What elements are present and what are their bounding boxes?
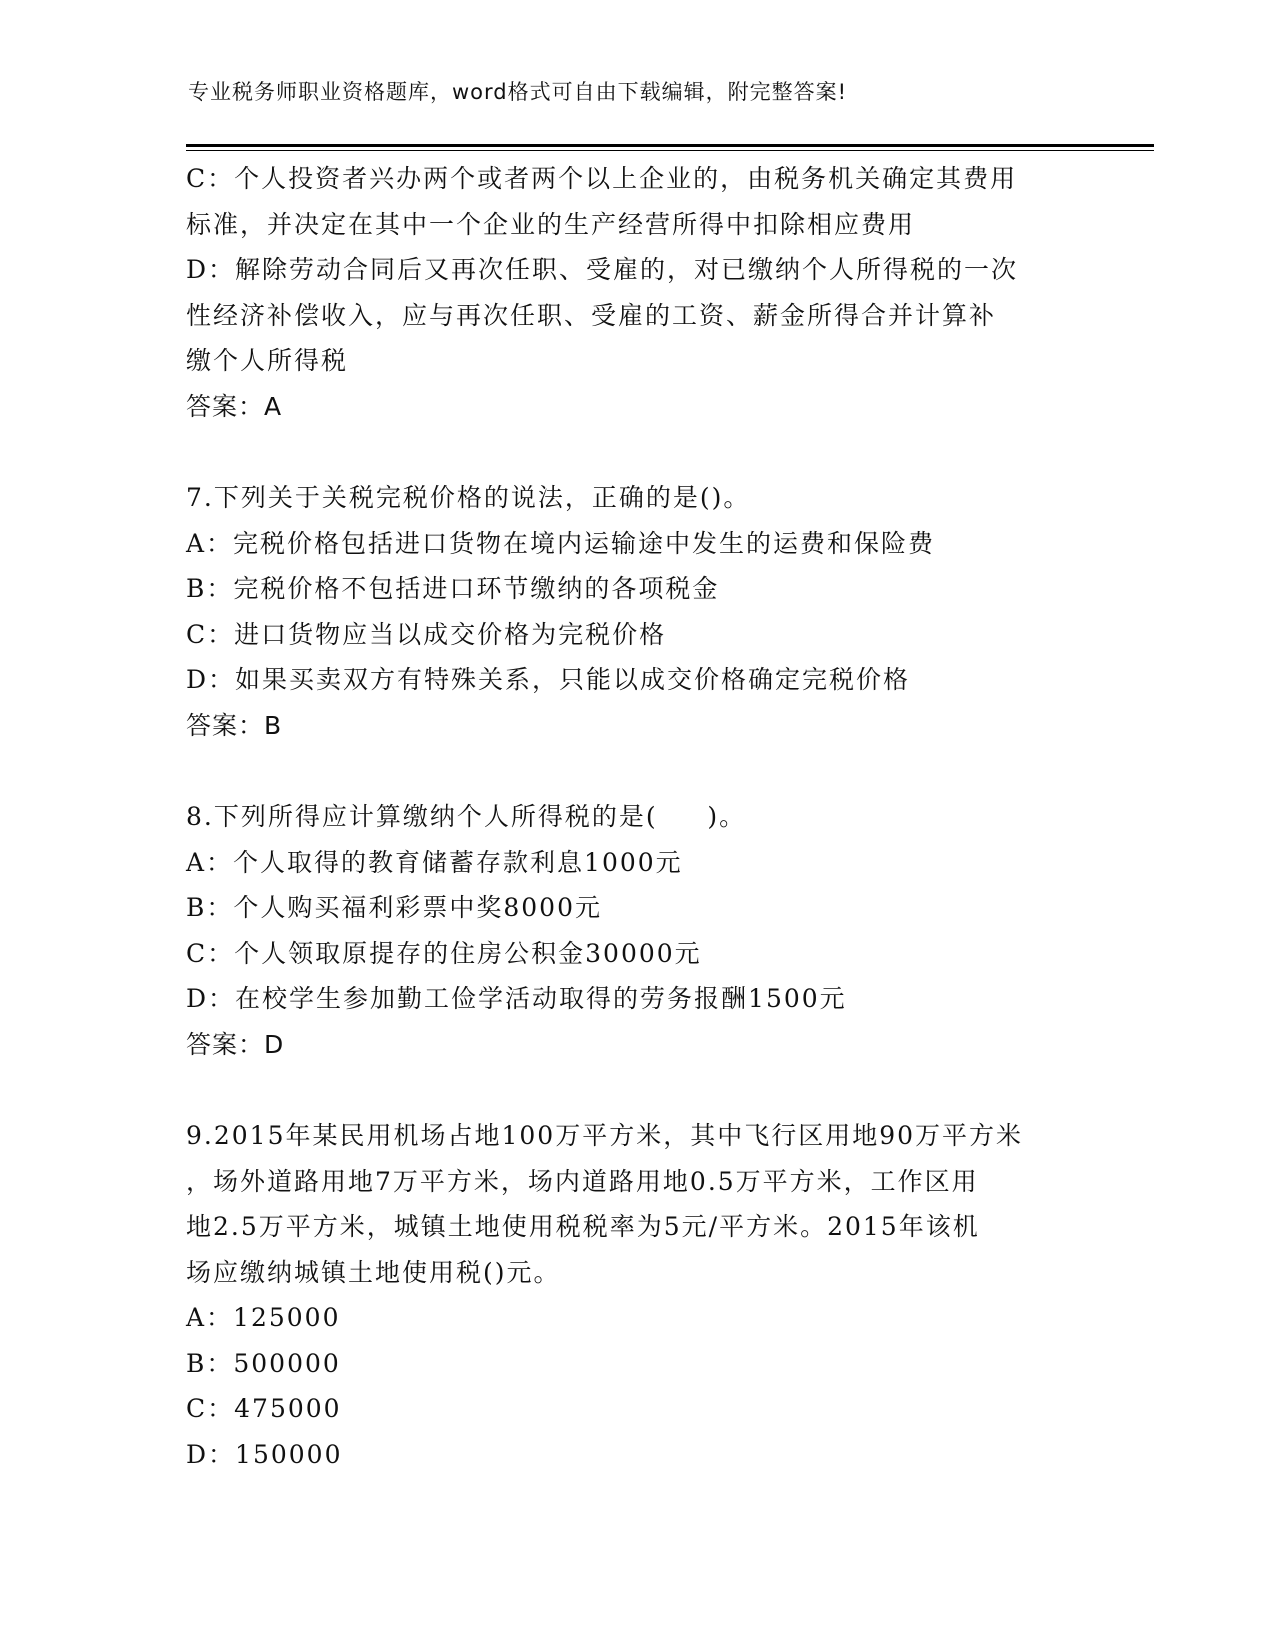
question-stem-line: 9.2015年某民用机场占地100万平方米，其中飞行区用地90万平方米 (186, 1121, 1024, 1150)
option-a: A：个人取得的教育储蓄存款利息1000元 (186, 847, 683, 877)
option-c: C：进口货物应当以成交价格为完税价格 (186, 619, 667, 649)
option-b: B：个人购买福利彩票中奖8000元 (186, 893, 602, 922)
question-stem-line: 场应缴纳城镇土地使用税()元。 (186, 1257, 561, 1287)
option-d: D：150000 (186, 1439, 343, 1469)
option-c: C：475000 (186, 1394, 342, 1423)
question-7 (186, 475, 1086, 748)
answer-7: 答案：B (186, 710, 283, 740)
option-d-line: D：解除劳动合同后又再次任职、受雇的，对已缴纳个人所得税的一次 (186, 255, 1019, 284)
header-rule-thin (186, 150, 1154, 151)
question-8 (186, 794, 1086, 1067)
option-d: D：在校学生参加勤工俭学活动取得的劳务报酬1500元 (186, 984, 847, 1013)
question-stem: 8.下列所得应计算缴纳个人所得税的是( )。 (186, 802, 747, 831)
question-stem: 7.下列关于关税完税价格的说法，正确的是()。 (186, 483, 751, 512)
header-rule-thick (186, 144, 1154, 147)
question-stem-line: 地2.5万平方米，城镇土地使用税税率为5元/平方米。2015年该机 (186, 1212, 980, 1241)
option-c-line: C：个人投资者兴办两个或者两个以上企业的，由税务机关确定其费用 (186, 164, 1018, 193)
question-stem-line: ，场外道路用地7万平方米，场内道路用地0.5万平方米，工作区用 (186, 1166, 979, 1196)
option-d-line: 缴个人所得税 (186, 346, 349, 375)
option-b: B：完税价格不包括进口环节缴纳的各项税金 (186, 574, 720, 603)
option-a: A：完税价格包括进口货物在境内运输途中发生的运费和保险费 (186, 528, 936, 558)
answer-6: 答案：A (186, 391, 283, 421)
option-c-line: 标准，并决定在其中一个企业的生产经营所得中扣除相应费用 (186, 209, 916, 239)
option-c: C：个人领取原提存的住房公积金30000元 (186, 938, 702, 968)
option-b: B：500000 (186, 1348, 341, 1378)
question-content (186, 156, 1086, 1477)
option-d: D：如果买卖双方有特殊关系，只能以成交价格确定完税价格 (186, 665, 911, 694)
question-9 (186, 1113, 1086, 1477)
option-a: A：125000 (186, 1303, 341, 1332)
page-header: 专业税务师职业资格题库，word格式可自由下载编辑，附完整答案! (188, 80, 848, 104)
option-d-line: 性经济补偿收入，应与再次任职、受雇的工资、薪金所得合并计算补 (186, 300, 997, 330)
answer-8: 答案：D (186, 1029, 285, 1059)
question-6-continued (186, 156, 1086, 429)
